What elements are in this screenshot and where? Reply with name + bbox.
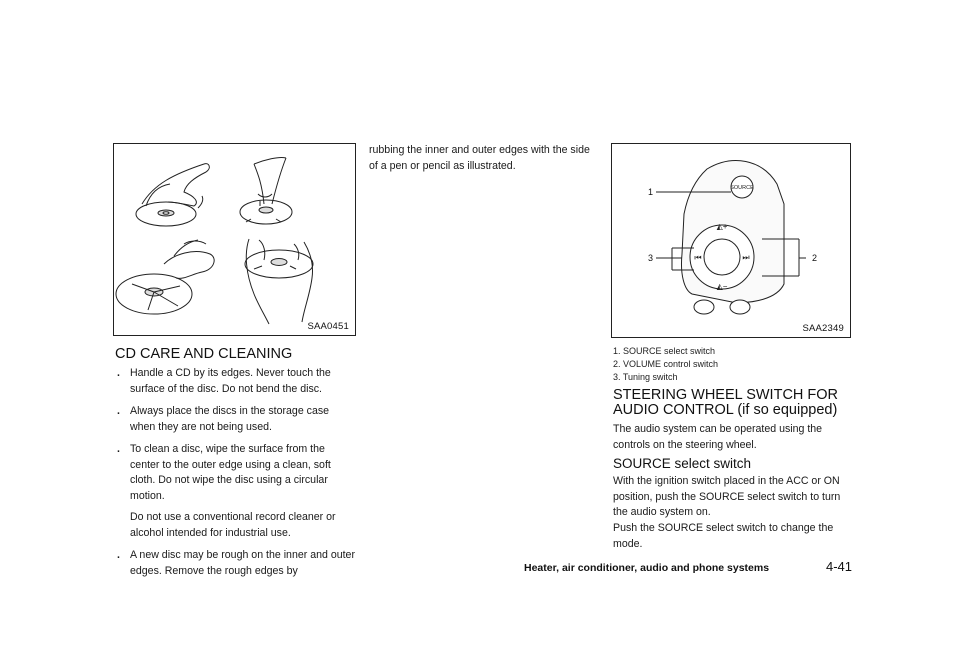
source-paragraph-2: Push the SOURCE select switch to change the mode. — [613, 522, 834, 550]
list-item: . Handle a CD by its edges. Never touch the surface of the disc. Do not bend the disc. — [117, 367, 331, 395]
callout-3: 3 — [648, 253, 654, 263]
disc-top-left — [136, 164, 209, 226]
disc-bottom-left — [116, 240, 214, 314]
figure-code: SAA0451 — [307, 321, 349, 332]
bullet-symbol: . — [117, 367, 120, 379]
footer-section-title: Heater, air conditioner, audio and phone systems — [524, 562, 770, 574]
source-button-label: SOURCE — [730, 185, 754, 191]
svg-text:⏭: ⏭ — [742, 253, 750, 262]
list-item: 3. Tuning switch — [613, 372, 678, 382]
page-number: 4-41 — [826, 559, 853, 574]
steering-switch-illustration — [612, 144, 850, 337]
continuation-paragraph: rubbing the inner and outer edges with the side of a pen or pencil as illustrated. — [369, 144, 590, 172]
svg-text:⏮: ⏮ — [694, 253, 702, 262]
cd-handling-figure — [113, 143, 356, 336]
list-item: 1. SOURCE select switch — [613, 346, 716, 356]
section-heading-steering: STEERING WHEEL SWITCH FOR AUDIO CONTROL (if so equipped) — [613, 387, 839, 418]
figure-code: SAA2349 — [802, 323, 844, 334]
section-heading-cd-care: CD CARE AND CLEANING — [115, 346, 293, 362]
list-item: . A new disc may be rough on the inner and outer edges. Remove the rough edges by — [117, 549, 355, 577]
bullet-symbol: . — [117, 443, 120, 455]
callout-2: 2 — [812, 253, 818, 263]
disc-bottom-right — [245, 239, 313, 324]
bullet-symbol: . — [117, 405, 120, 417]
svg-text:◭−: ◭− — [716, 282, 728, 291]
list-item: 2. VOLUME control switch — [613, 359, 719, 369]
steering-switch-figure — [611, 143, 851, 338]
callout-legend — [613, 345, 853, 384]
subheading-source: SOURCE select switch — [613, 456, 752, 471]
bullet-note: Do not use a conventional record cleaner or alcohol intended for industrial use. — [130, 511, 336, 539]
source-paragraph-1: With the ignition switch placed in the ACC or ON position, push the SOURCE select switch to turn the audio system on. — [613, 475, 841, 518]
disc-top-right — [240, 157, 292, 224]
list-item: . Always place the discs in the storage case when they are not being used. — [117, 405, 330, 433]
bullet-symbol: . — [117, 549, 120, 561]
cd-handling-illustration — [114, 144, 355, 335]
svg-text:◭+: ◭+ — [716, 222, 728, 231]
cd-care-bullets — [115, 366, 357, 586]
list-item: . To clean a disc, wipe the surface from the center to the outer edge using a clean, soft cloth. Do not wipe the disc using a circular motion. Do not use a conventional record cleaner or alcohol intended for industrial use. — [115, 442, 357, 541]
callout-1: 1 — [648, 187, 654, 197]
steering-intro: The audio system can be operated using the controls on the steering wheel. — [613, 423, 823, 451]
